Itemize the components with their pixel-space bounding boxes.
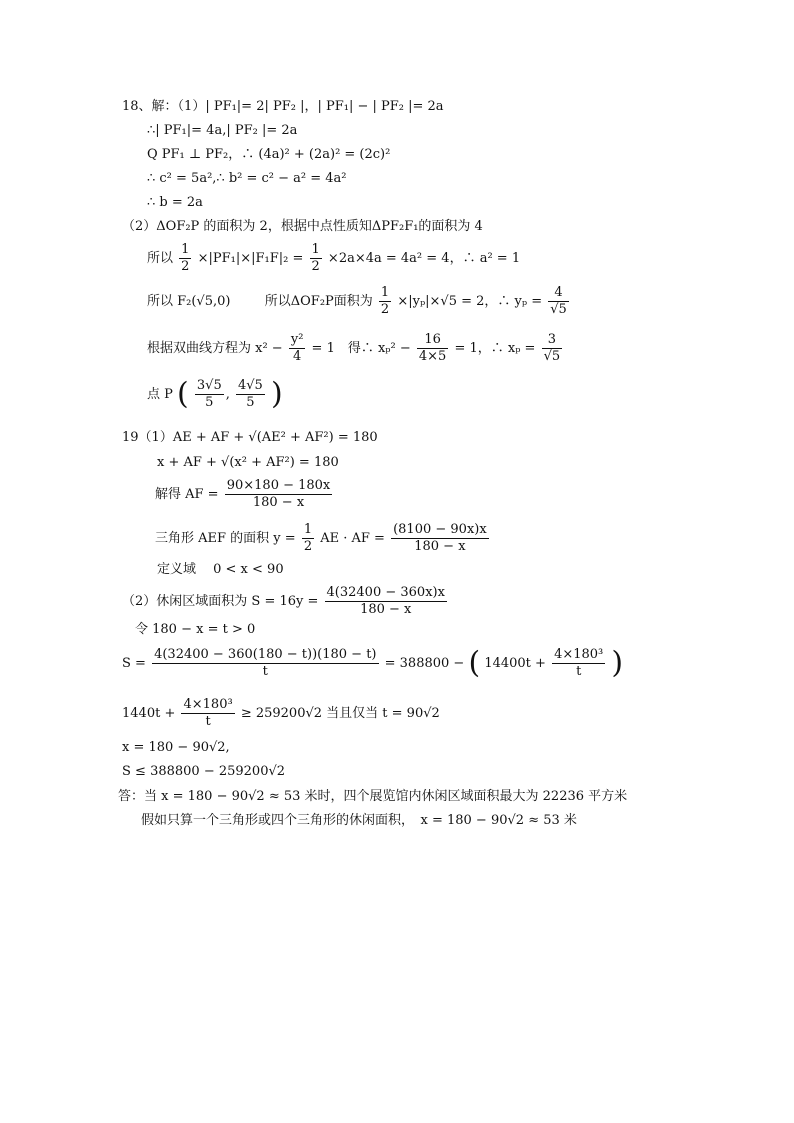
numerator: 4×180³ [183, 697, 233, 712]
q18-line-10: 点 P ( $\frac{3√5}{5}$ , $\frac{4√5}{5}$ ) [147, 376, 283, 412]
fraction-st [152, 647, 378, 680]
fraction-half [310, 242, 322, 275]
area-text: 所以ΔOF₂P面积为 [264, 294, 373, 309]
fraction-py [236, 378, 265, 411]
denominator: t [152, 663, 378, 680]
q19-line-5: 定义域 0 < x < 90 [157, 562, 284, 577]
denominator: t [181, 713, 234, 730]
q19-line-9 [122, 697, 440, 730]
q18-line-9 [147, 332, 564, 365]
fraction-xp [542, 332, 563, 365]
expression: 14400t + [484, 656, 546, 671]
text-prefix: 所以 [147, 251, 174, 266]
left-paren: ( [177, 376, 189, 412]
q18-line-2: ∴| PF₁|= 4a,| PF₂ |= 2a [147, 123, 298, 138]
denominator: 180 − x [225, 494, 333, 511]
fraction-af [225, 478, 333, 511]
denominator: 4 [289, 348, 306, 365]
expression: （2）休闲区域面积为 S = 16y = [122, 594, 319, 609]
denominator: 5 [195, 394, 224, 411]
numerator: 4×180³ [554, 647, 604, 662]
fraction-t [181, 697, 234, 730]
expression: 三角形 AEF 的面积 y = [155, 531, 296, 546]
numerator: 1 [311, 242, 320, 257]
denominator: √5 [550, 302, 567, 317]
numerator: 3√5 [196, 378, 222, 393]
q19-line-3 [155, 478, 334, 511]
numerator: 1 [303, 522, 313, 537]
numerator: 4√5 [237, 378, 263, 393]
expression: ≥ 259200√2 当且仅当 t = 90√2 [240, 706, 440, 721]
expression: ×2a×4a = 4a² = 4，∴ a² = 1 [327, 251, 521, 266]
numerator: 4 [554, 285, 563, 300]
denominator: √5 [543, 349, 561, 364]
expression: = 388800 − [384, 656, 465, 671]
denominator: 180 − x [325, 601, 447, 618]
q19-line-4 [155, 522, 491, 555]
fraction-16 [417, 332, 448, 365]
point-label: 点 P [147, 387, 173, 402]
expression: = 1 得∴ xₚ² − [311, 341, 411, 356]
expression: S = [122, 656, 146, 671]
left-paren: ( [468, 645, 481, 681]
q19-line-8 [122, 647, 623, 680]
numerator: 1 [181, 242, 190, 257]
expression: ×|yₚ|×√5 = 2，∴ yₚ = [397, 294, 543, 309]
denominator: 180 − x [391, 538, 489, 555]
expression: 解得 AF = [155, 487, 219, 502]
denominator: 4×5 [418, 349, 447, 364]
numerator: 1 [380, 285, 390, 300]
denominator: 5 [236, 394, 265, 411]
q18-line-7 [147, 242, 520, 275]
focus-point: 所以 F₂(√5,0) [147, 294, 231, 309]
q19-line-6 [122, 585, 449, 618]
q18-line-4: ∴ c² = 5a²,∴ b² = c² − a² = 4a² [147, 171, 347, 186]
fraction-half [302, 522, 314, 555]
fraction-px [195, 378, 224, 411]
q18-line-6: （2）ΔOF₂P 的面积为 2，根据中点性质知ΔPF₂F₁的面积为 4 [122, 219, 483, 234]
q19-line-2: x + AF + √(x² + AF²) = 180 [157, 455, 339, 470]
q18-line-5: ∴ b = 2a [147, 195, 203, 210]
denominator: 2 [303, 539, 313, 554]
q19-line-1: 19（1）AE + AF + √(AE² + AF²) = 180 [122, 430, 378, 445]
expression: = 1，∴ xₚ = [454, 341, 536, 356]
q18-line-3: Q PF₁ ⊥ PF₂，∴ (4a)² + (2a)² = (2c)² [147, 147, 391, 162]
q19-line-7: 令 180 − x = t > 0 [135, 622, 256, 637]
numerator: 3 [547, 332, 557, 347]
q19-note: 假如只算一个三角形或四个三角形的休闲面积， x = 180 − 90√2 ≈ 53 米 [141, 813, 577, 828]
numerator: 90×180 − 180x [226, 478, 331, 493]
fraction-yp [548, 285, 569, 318]
fraction-s [325, 585, 447, 618]
numerator: 16 [424, 332, 441, 347]
numerator: 4(32400 − 360(180 − t))(180 − t) [154, 647, 377, 662]
q19-line-10: x = 180 − 90√2, [122, 740, 230, 755]
fraction-half [379, 285, 391, 318]
right-paren: ) [611, 645, 624, 681]
right-paren: ) [270, 376, 283, 412]
denominator: 2 [311, 259, 320, 274]
numerator: y² [290, 332, 304, 347]
expression: AE · AF = [320, 531, 385, 546]
expression: ×|PF₁|×|F₁F|₂ = [197, 251, 304, 266]
q19-answer: 答：当 x = 180 − 90√2 ≈ 53 米时，四个展览馆内休闲区域面积最大为 22236 平方米 [118, 789, 628, 804]
denominator: 2 [181, 259, 190, 274]
denominator: 2 [380, 302, 390, 317]
fraction-y [391, 522, 489, 555]
numerator: 4(32400 − 360x)x [326, 585, 445, 600]
expression: 1440t + [122, 706, 176, 721]
expression: 根据双曲线方程为 x² − [147, 341, 283, 356]
q19-line-11: S ≤ 388800 − 259200√2 [122, 764, 286, 779]
fraction-t [552, 647, 605, 680]
fraction-half [179, 242, 191, 275]
q18-line-8 [147, 285, 571, 318]
q18-line-1: 18、解：（1）| PF₁|= 2| PF₂ |，| PF₁| − | PF₂ |= 2a [122, 99, 444, 114]
fraction-y2 [289, 332, 306, 365]
denominator: t [552, 663, 605, 680]
numerator: (8100 − 90x)x [393, 522, 487, 537]
